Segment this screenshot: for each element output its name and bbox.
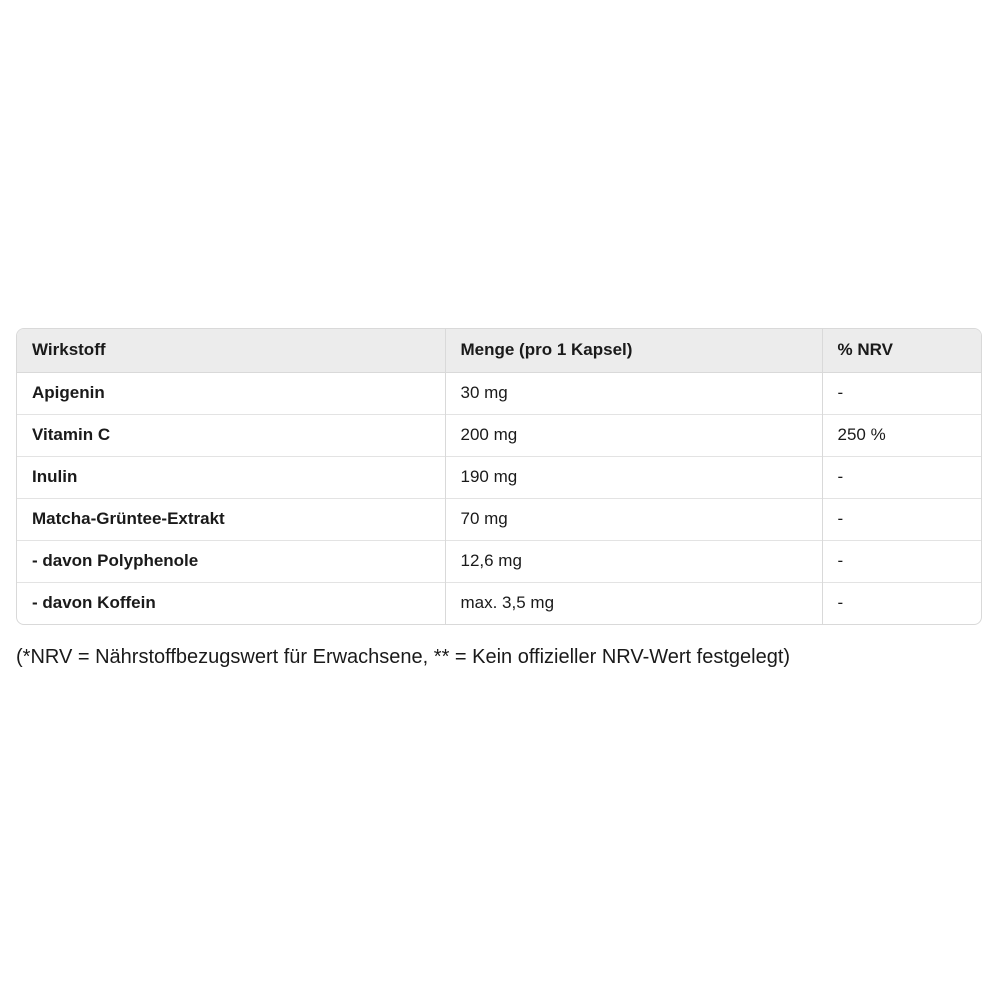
table-row bbox=[17, 582, 981, 624]
cell-nrv: - bbox=[822, 498, 981, 540]
cell-menge: 12,6 mg bbox=[445, 540, 822, 582]
cell-menge: 200 mg bbox=[445, 414, 822, 456]
cell-menge: max. 3,5 mg bbox=[445, 582, 822, 624]
header-nrv: % NRV bbox=[822, 329, 981, 372]
cell-wirkstoff: - davon Koffein bbox=[17, 582, 445, 624]
header-wirkstoff: Wirkstoff bbox=[17, 329, 445, 372]
cell-nrv: - bbox=[822, 540, 981, 582]
cell-menge: 190 mg bbox=[445, 456, 822, 498]
cell-menge: 30 mg bbox=[445, 372, 822, 414]
table-row bbox=[17, 540, 981, 582]
cell-wirkstoff: Apigenin bbox=[32, 383, 105, 402]
cell-nrv: - bbox=[822, 372, 981, 414]
table-row bbox=[17, 414, 981, 456]
nutrient-table-container bbox=[16, 328, 982, 625]
cell-wirkstoff: Vitamin C bbox=[17, 414, 445, 456]
cell-wirkstoff: Matcha-Grüntee-Extrakt bbox=[17, 498, 445, 540]
cell-nrv: - bbox=[822, 456, 981, 498]
table-row bbox=[17, 372, 981, 414]
cell-wirkstoff: Inulin bbox=[17, 456, 445, 498]
table-header-row bbox=[17, 329, 981, 372]
cell-menge: 70 mg bbox=[445, 498, 822, 540]
footnote: (*NRV = Nährstoffbezugswert für Erwachsene, ** = Kein offizieller NRV-Wert festgelegt) bbox=[16, 646, 791, 668]
table-body bbox=[17, 372, 981, 624]
cell-nrv: 250 % bbox=[822, 414, 981, 456]
cell-wirkstoff: - davon Polyphenole bbox=[17, 540, 445, 582]
table-row bbox=[17, 498, 981, 540]
header-menge: Menge (pro 1 Kapsel) bbox=[445, 329, 822, 372]
table-header bbox=[17, 329, 981, 372]
table-row bbox=[17, 456, 981, 498]
nutrient-table bbox=[17, 329, 981, 624]
cell-nrv: - bbox=[822, 582, 981, 624]
